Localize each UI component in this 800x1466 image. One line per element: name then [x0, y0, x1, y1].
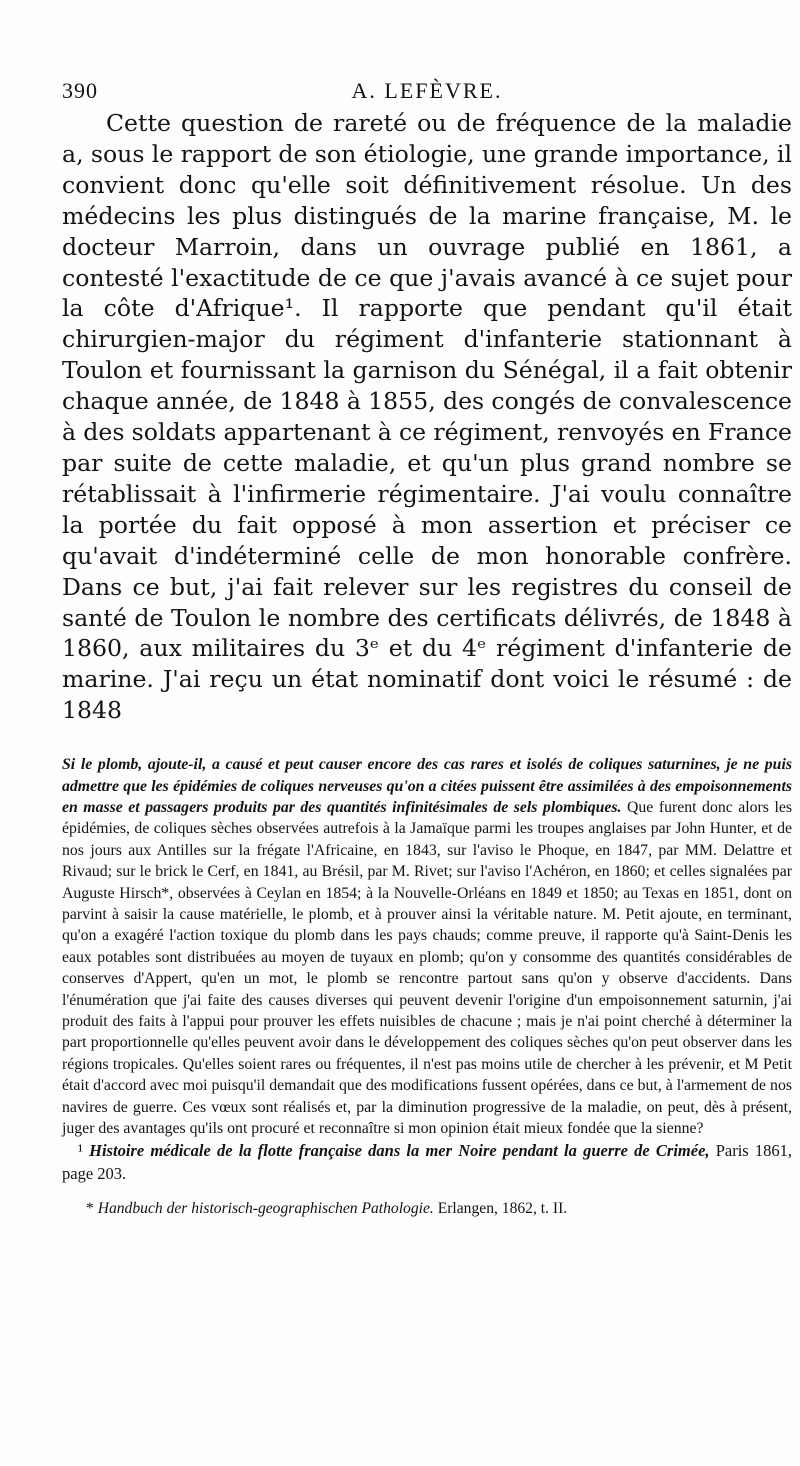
footnote-1-rest: Paris 1861, page 203.	[62, 1141, 793, 1184]
footnote-1-marker: ¹	[78, 1141, 83, 1161]
footnote-2-rest: Erlangen, 1862, t. II.	[437, 1200, 568, 1218]
note-block	[62, 754, 792, 1139]
note-text	[62, 754, 792, 1139]
running-title: A. LEFÈVRE.	[351, 78, 503, 103]
page-content	[62, 78, 792, 1220]
footnote-2-marker: *	[86, 1200, 94, 1218]
footnote-1-title: Histoire médicale de la flotte française dans la mer Noire pendant la guerre de Crimée,	[89, 1141, 710, 1161]
main-paragraph: Cette question de rareté ou de fréquence de la maladie a, sous le rapport de son étiologie, une grande importance, il convient donc qu'elle soit définitivement résolue. Un des médecins les plus distingués de la marine française, M. le docteur Marroin, dans un ouvrage publié en 1861, a contesté l'exactitude de ce que j'avais avancé à ce sujet pour la côte d'Afrique¹. Il rapporte que pendant qu'il était chirurgien-major du régiment d'infanterie stationnant à Toulon et fournissant la garnison du Sénégal, il a fait obtenir chaque année, de 1848 à 1855, des congés de convalescence à des soldats appartenant à ce régiment, renvoyés en France par suite de cette maladie, et qu'un plus grand nombre se rétablissait à l'infirmerie régimentaire. J'ai voulu connaître la portée du fait opposé à mon assertion et préciser ce qu'avait d'indéterminé celle de mon honorable confrère. Dans ce but, j'ai fait relever sur les registres du conseil de santé de Toulon le nombre des certificats délivrés, de 1848 à 1860, aux militaires du 3ᵉ et du 4ᵉ régiment d'infanterie de marine. J'ai reçu un état nominatif dont voici le résumé : de 1848	[62, 109, 792, 725]
main-text-block	[62, 108, 792, 726]
page-header	[62, 78, 792, 104]
footnote-2-title: Handbuch der historisch-geographischen Pathologie.	[97, 1200, 434, 1218]
page-number: 390	[62, 78, 98, 103]
note-body: Que furent donc alors les épidémies, de coliques sèches observées autrefois à la Jamaïque parmi les troupes anglaises par John Hunter, et de nos jours aux Antilles sur la frégate l'Africaine, en 1843, sur l'aviso le Phoque, en 1847, par MM. Delattre et Rivaud; sur le brick le Cerf, en 1841, au Brésil, par M. Rivet; sur l'aviso l'Achéron, en 1860; et celles signalées par Auguste Hirsch*, observées à Ceylan en 1854; à la Nouvelle-Orléans en 1849 et 1850; au Texas en 1851, dont on parvint à saisir la cause matérielle, le plomb, et à prouver ainsi la véritable nature. M. Petit ajoute, en terminant, qu'on a exagéré l'action toxique du plomb dans les pays chauds; comme preuve, il rapporte qu'à Saint-Denis les eaux potables sont distribuées au moyen de tuyaux en plomb; qu'on y consomme des quantités considérables de conserves d'Appert, qu'en un mot, le plomb se rencontre partout sans qu'on y observe d'accidents. Dans l'énumération que j'ai faite des causes diverses qui peuvent devenir l'origine d'un empoisonnement saturnin, j'ai produit des faits à l'appui pour prouver les effets nuisibles de chacune ; mais je n'ai point cherché à déterminer la part proportionnelle qu'elles peuvent avoir dans le développement des coliques sèches qu'on peut observer dans les régions tropicales. Qu'elles soient rares ou fréquentes, il n'est pas moins utile de chercher à les prévenir, et M Petit était d'accord avec moi puisqu'il demandait que des modifications fussent opérées, dans ce but, à l'armement de nos navires de guerre. Ces vœux sont réalisés et, par la diminution progressive de la maladie, on peut, dès à présent, juger des avantages qu'ils ont procuré et reconnaître si mon opinion était mieux fondée que la sienne?	[62, 798, 793, 1138]
note-lead: Si le plomb, ajoute-il, a causé et peut causer encore des cas rares et isolés de coliques saturnines, je ne puis admettre que les épidémies de coliques nerveuses qu'on a citées puissent être assimilées à des empoisonnements en masse et passagers produits par des quantités infinitésimales de sels plombiques.	[62, 756, 792, 816]
footnote-1	[62, 1139, 792, 1185]
footnote-2	[62, 1197, 792, 1220]
footnotes	[62, 1139, 792, 1220]
